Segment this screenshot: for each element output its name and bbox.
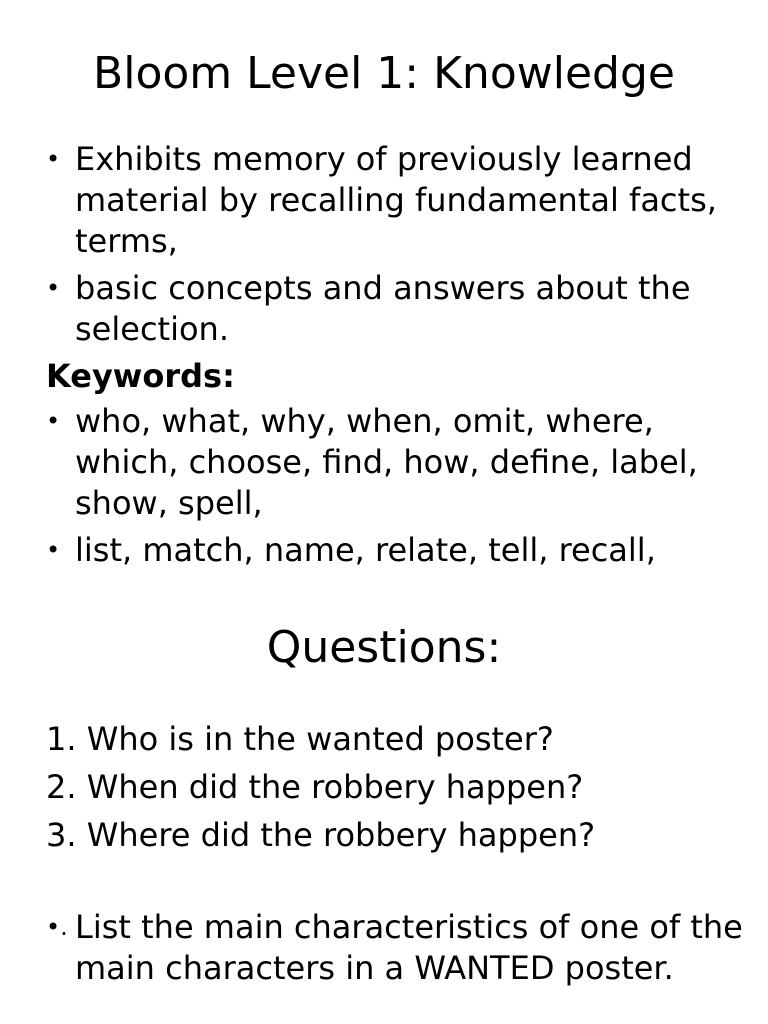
slide-title: Bloom Level 1: Knowledge: [93, 48, 675, 99]
task-text: List the main characteristics of one of the main characters in a WANTED poster.: [75, 908, 743, 987]
bullet-dot-icon: •: [46, 274, 61, 302]
keyword-bullet-2: [46, 530, 736, 571]
bullet-dot-icon: •.: [46, 913, 68, 941]
questions-title: Questions:: [266, 622, 502, 673]
task-bullet: [46, 907, 765, 989]
question-item: 3. Where did the robbery happen?: [46, 816, 596, 854]
intro-bullet-1: [46, 139, 736, 262]
keywords-label: Keywords:: [46, 357, 235, 395]
question-item: 1. Who is in the wanted poster?: [46, 720, 554, 758]
keyword-bullet-text: who, what, why, when, omit, where, which, choose, find, how, define, label, show, spell,: [75, 402, 698, 522]
intro-bullet-text: basic concepts and answers about the selection.: [75, 269, 691, 348]
questions-list: [46, 715, 736, 859]
bullet-dot-icon: •: [46, 145, 61, 173]
keyword-bullet-1: [46, 401, 736, 524]
question-item: 2. When did the robbery happen?: [46, 768, 584, 806]
intro-bullet-text: Exhibits memory of previously learned material by recalling fundamental facts, terms,: [75, 140, 717, 260]
bullet-dot-icon: •: [46, 407, 61, 435]
bullet-dot-icon: •: [46, 536, 61, 564]
intro-bullet-2: [46, 268, 736, 350]
keyword-bullet-text: list, match, name, relate, tell, recall,: [75, 531, 656, 569]
knowledge-content: [46, 139, 736, 577]
